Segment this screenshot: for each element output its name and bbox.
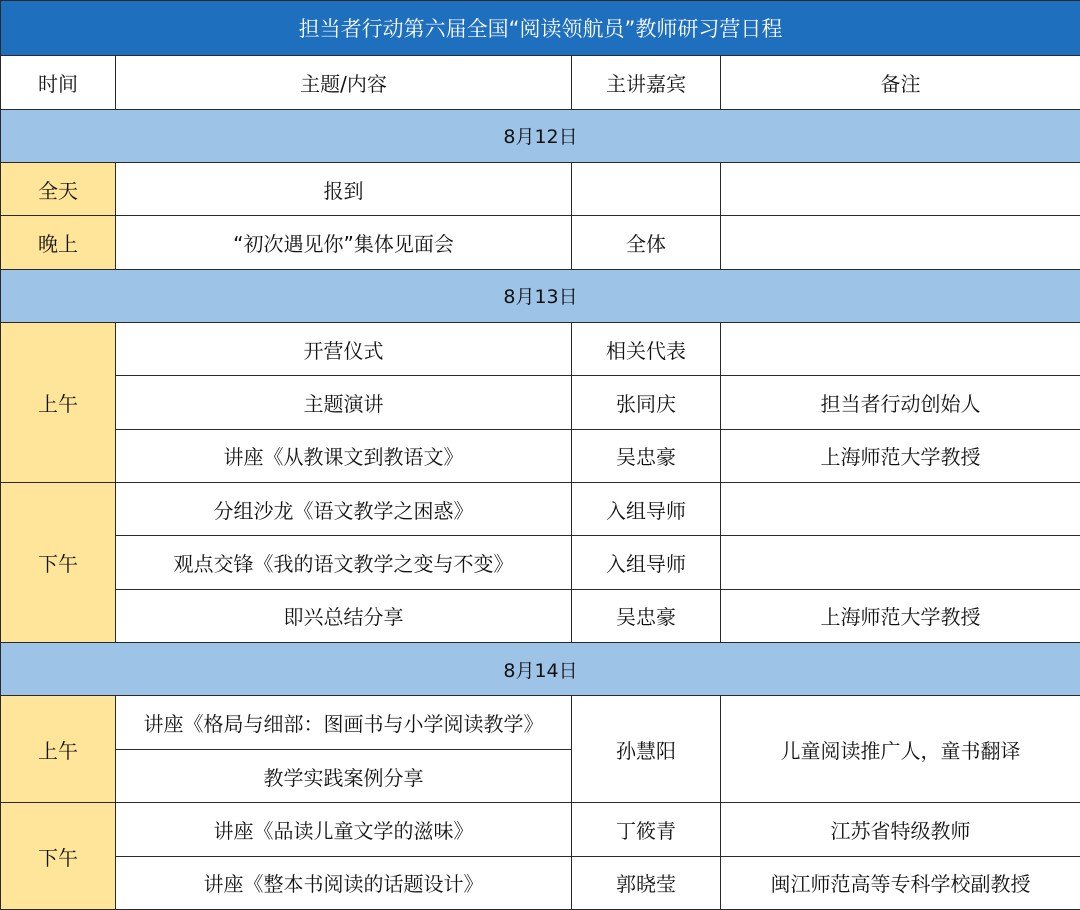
period-label: 晚上 (1, 216, 116, 269)
topic-cell: 讲座《整本书阅读的话题设计》 (116, 856, 572, 909)
header-topic: 主题/内容 (116, 56, 572, 109)
period-label: 下午 (1, 803, 116, 910)
speaker-cell: 丁筱青 (572, 803, 721, 856)
note-cell (721, 536, 1080, 589)
title-row (1, 1, 1080, 56)
note-cell: 江苏省特级教师 (721, 803, 1080, 856)
table-row (1, 163, 1080, 216)
date-row (1, 269, 1080, 322)
table-row (1, 536, 1080, 589)
date-label: 8月12日 (1, 109, 1080, 162)
table-row (1, 589, 1080, 642)
speaker-cell: 张同庆 (572, 376, 721, 429)
speaker-cell: 入组导师 (572, 536, 721, 589)
topic-cell: 分组沙龙《语文教学之困惑》 (116, 483, 572, 536)
topic-cell: 讲座《品读儿童文学的滋味》 (116, 803, 572, 856)
table-row (1, 429, 1080, 482)
period-label: 上午 (1, 696, 116, 803)
note-cell: 担当者行动创始人 (721, 376, 1080, 429)
date-label: 8月13日 (1, 269, 1080, 322)
table-row (1, 483, 1080, 536)
speaker-cell: 孙慧阳 (572, 696, 721, 803)
speaker-cell: 入组导师 (572, 483, 721, 536)
topic-cell: 报到 (116, 163, 572, 216)
topic-cell: “初次遇见你”集体见面会 (116, 216, 572, 269)
note-cell (721, 216, 1080, 269)
speaker-cell: 全体 (572, 216, 721, 269)
topic-cell: 讲座《从教课文到教语文》 (116, 429, 572, 482)
period-label: 全天 (1, 163, 116, 216)
note-cell: 上海师范大学教授 (721, 589, 1080, 642)
speaker-cell: 相关代表 (572, 323, 721, 376)
note-cell (721, 163, 1080, 216)
note-cell: 儿童阅读推广人，童书翻译 (721, 696, 1080, 803)
schedule-title: 担当者行动第六届全国“阅读领航员”教师研习营日程 (1, 1, 1080, 56)
table-row (1, 856, 1080, 909)
speaker-cell: 吴忠豪 (572, 589, 721, 642)
topic-cell: 教学实践案例分享 (116, 749, 572, 802)
topic-cell: 即兴总结分享 (116, 589, 572, 642)
note-cell: 闽江师范高等专科学校副教授 (721, 856, 1080, 909)
note-cell: 上海师范大学教授 (721, 429, 1080, 482)
header-time: 时间 (1, 56, 116, 109)
period-label: 下午 (1, 483, 116, 643)
note-cell (721, 483, 1080, 536)
date-row (1, 643, 1080, 696)
header-speaker: 主讲嘉宾 (572, 56, 721, 109)
table-row (1, 376, 1080, 429)
period-label: 上午 (1, 323, 116, 483)
topic-cell: 观点交锋《我的语文教学之变与不变》 (116, 536, 572, 589)
topic-cell: 主题演讲 (116, 376, 572, 429)
topic-cell: 开营仪式 (116, 323, 572, 376)
header-note: 备注 (721, 56, 1080, 109)
date-label: 8月14日 (1, 643, 1080, 696)
speaker-cell: 吴忠豪 (572, 429, 721, 482)
note-cell (721, 323, 1080, 376)
topic-cell: 讲座《格局与细部：图画书与小学阅读教学》 (116, 696, 572, 749)
speaker-cell (572, 163, 721, 216)
table-row (1, 803, 1080, 856)
table-row (1, 216, 1080, 269)
table-row (1, 696, 1080, 749)
header-row (1, 56, 1080, 109)
date-row (1, 109, 1080, 162)
table-row (1, 323, 1080, 376)
speaker-cell: 郭晓莹 (572, 856, 721, 909)
